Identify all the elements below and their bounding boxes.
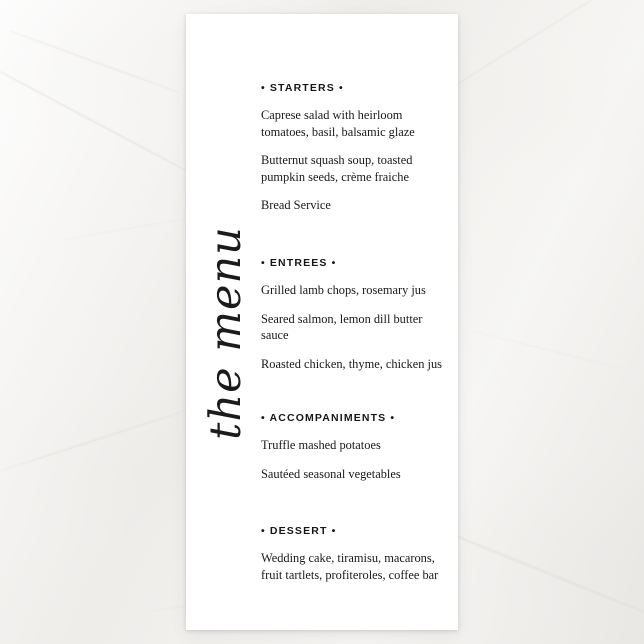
menu-item: Roasted chicken, thyme, chicken jus — [261, 356, 442, 371]
menu-content — [261, 14, 457, 630]
marble-vein — [10, 30, 180, 93]
menu-section-dessert — [261, 525, 457, 583]
menu-item: Butternut squash soup, toasted pumpkin seeds, crème fraiche — [261, 153, 413, 184]
menu-item: Truffle mashed potatoes — [261, 438, 381, 452]
menu-item: Bread Service — [261, 198, 331, 212]
marble-vein — [0, 405, 200, 472]
section-heading-accompaniments: • ACCOMPANIMENTS • — [261, 412, 396, 424]
section-heading-entrees: • ENTREES • — [261, 257, 337, 269]
marble-vein — [429, 0, 625, 102]
menu-item: Sautéed seasonal vegetables — [261, 466, 401, 481]
menu-item: Caprese salad with heirloom tomatoes, basil, balsamic glaze — [261, 108, 415, 139]
marble-vein — [470, 330, 635, 372]
menu-section-starters — [261, 82, 457, 214]
menu-item: Wedding cake, tiramisu, macarons, fruit tartlets, profiteroles, coffee bar — [261, 551, 439, 582]
menu-item: Seared salmon, lemon dill butter sauce — [261, 311, 423, 342]
section-heading-dessert: • DESSERT • — [261, 525, 337, 537]
marble-vein — [0, 60, 201, 179]
menu-section-entrees — [261, 257, 457, 372]
menu-item: Grilled lamb chops, rosemary jus — [261, 283, 426, 297]
marble-vein — [60, 217, 188, 241]
menu-script-title — [192, 184, 256, 484]
section-heading-starters: • STARTERS • — [261, 82, 344, 94]
menu-section-accompaniments — [261, 412, 457, 482]
menu-script-title-text: the menu — [201, 226, 251, 440]
menu-card — [186, 14, 458, 630]
